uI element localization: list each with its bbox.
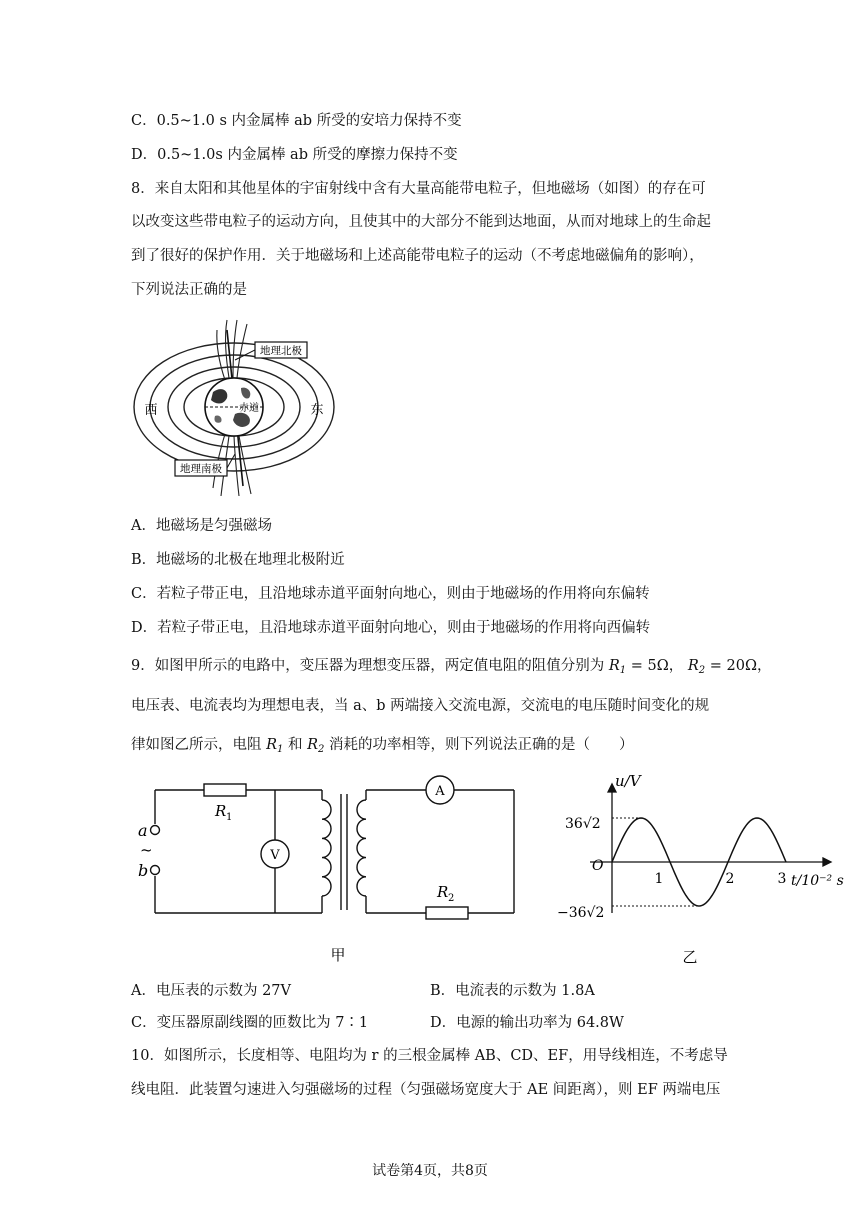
q9-option-c: C．变压器原副线圈的匝数比为 7∶1	[131, 1015, 369, 1031]
r2-symbol: $R_2$	[687, 658, 706, 676]
south-pole-label: 地理南极	[180, 463, 222, 475]
q8-stem-line-4: 下列说法正确的是	[131, 282, 247, 298]
q9-option-a: A．电压表的示数为 27V	[131, 983, 292, 999]
q9-stem-text-c: 和	[288, 737, 303, 753]
page-footer: 试卷第4页，共8页	[372, 1163, 488, 1179]
source-tilde: ~	[140, 841, 153, 859]
q9-stem-line-1	[131, 656, 772, 681]
q9-stem-text-b: 律如图乙所示，电阻	[131, 737, 262, 753]
ammeter-label: A	[435, 784, 445, 799]
x-tick-1: 1	[654, 871, 664, 887]
q10-stem-line-2: 线电阻．此装置匀速进入匀强磁场的过程（匀强磁场宽度大于 AE 间距离），则 EF 两端电压	[131, 1082, 721, 1098]
r1-value: = 5Ω，	[630, 658, 684, 674]
x-axis-label: t/10⁻² s	[791, 873, 844, 889]
q7-option-c: C．0.5~1.0 s 内金属棒 ab 所受的安培力保持不变	[131, 113, 462, 129]
q9-stem-text-d: 消耗的功率相等，则下列说法正确的是（ ）	[329, 737, 634, 753]
r1-symbol: $R_1$	[608, 658, 627, 676]
x-axis-arrow	[823, 858, 831, 866]
neg-peak-label: −36√2	[557, 905, 605, 921]
q8-option-b: B．地磁场的北极在地理北极附近	[131, 552, 345, 568]
terminal-b-label: b	[138, 861, 149, 880]
west-label: 西	[144, 403, 158, 418]
r2-value: = 20Ω，	[709, 658, 772, 674]
q9-stem-line-2: 电压表、电流表均为理想电表，当 a、b 两端接入交流电源，交流电的电压随时间变化的规	[131, 698, 710, 714]
q9-option-d: D．电源的输出功率为 64.8W	[430, 1015, 624, 1031]
r2-label: R	[437, 883, 449, 901]
q10-stem-line-1: 10．如图所示，长度相等、电阻均为 r 的三根金属棒 AB、CD、EF，用导线相连，不考虑导	[131, 1048, 728, 1064]
east-label: 东	[310, 403, 324, 418]
x-tick-2: 2	[725, 871, 735, 887]
q9-stem-line-3	[131, 735, 634, 760]
circuit-caption: 甲	[330, 946, 346, 964]
q8-stem-line-1: 8．来自太阳和其他星体的宇宙射线中含有大量高能带电粒子，但地磁场（如图）的存在可	[131, 181, 706, 197]
q8-stem-line-2: 以改变这些带电粒子的运动方向，且使其中的大部分不能到达地面，从而对地球上的生命起	[131, 214, 711, 230]
q7-option-d: D．0.5~1.0s 内金属棒 ab 所受的摩擦力保持不变	[131, 147, 458, 163]
equator-label: 赤道	[239, 403, 259, 414]
q8-option-c: C．若粒子带正电，且沿地球赤道平面射向地心，则由于地磁场的作用将向东偏转	[131, 586, 650, 602]
voltage-time-graph	[545, 770, 860, 970]
origin-label: O	[592, 858, 604, 874]
q8-stem-line-3: 到了很好的保护作用．关于地磁场和上述高能带电粒子的运动（不考虑地磁偏角的影响），	[131, 248, 704, 264]
voltmeter-label: V	[270, 848, 280, 863]
x-tick-3: 3	[777, 871, 787, 887]
r1-symbol-2: $R_1$	[266, 737, 284, 755]
q8-option-d: D．若粒子带正电，且沿地球赤道平面射向地心，则由于地磁场的作用将向西偏转	[131, 620, 651, 636]
north-pole-label: 地理北极	[260, 345, 302, 357]
q8-option-a: A．地磁场是匀强磁场	[131, 518, 272, 534]
r1-label-sub: 1	[226, 812, 233, 823]
graph-caption: 乙	[682, 948, 698, 966]
circuit-diagram	[130, 770, 530, 970]
q9-option-b: B．电流表的示数为 1.8A	[430, 983, 595, 999]
q9-stem-text-a: 9．如图甲所示的电路中，变压器为理想变压器，两定值电阻的阻值分别为	[131, 658, 605, 674]
geomagnetic-field-figure	[131, 318, 343, 498]
pos-peak-label: 36√2	[565, 816, 601, 832]
terminal-a-label: a	[138, 821, 148, 840]
y-axis-label: u/V	[615, 772, 641, 790]
r2-label-sub: 2	[448, 893, 455, 904]
r2-symbol-2: $R_2$	[307, 737, 325, 755]
r1-label: R	[215, 802, 227, 820]
